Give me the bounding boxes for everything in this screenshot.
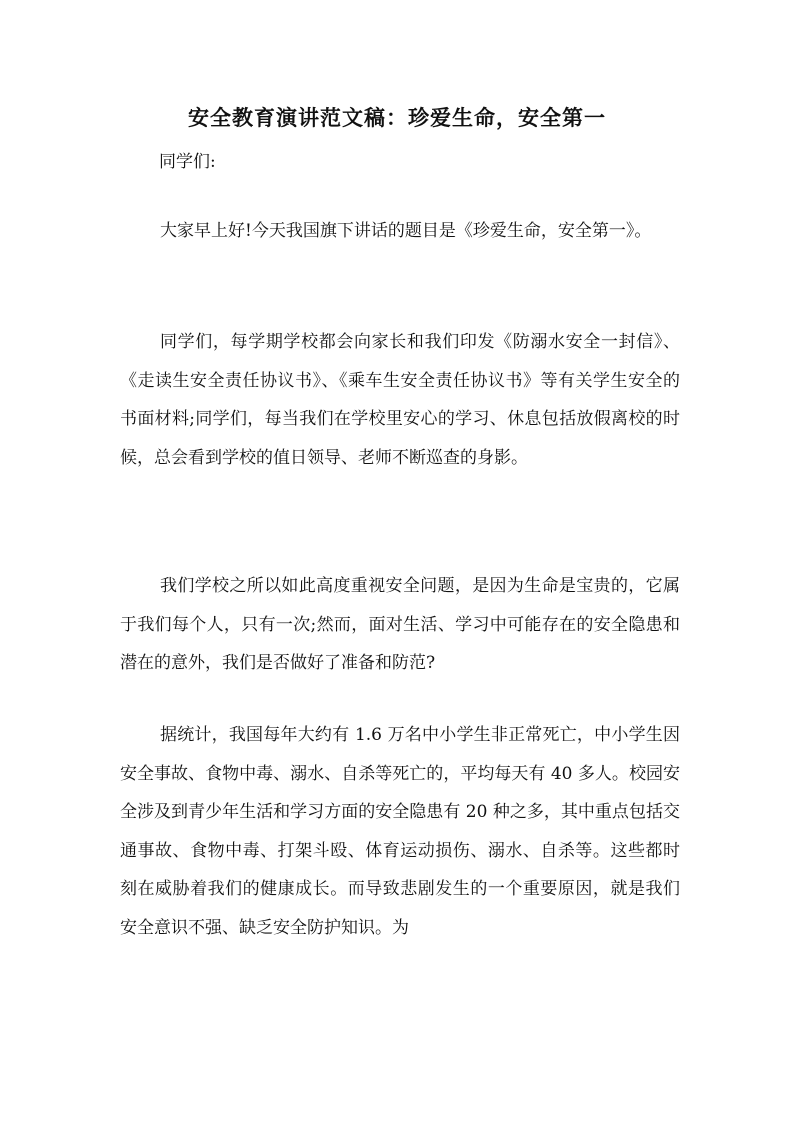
paragraph-school-materials: 同学们，每学期学校都会向家长和我们印发《防溺水安全一封信》、《走读生安全责任协议书》、《乘车生安全责任协议书》等有关学生安全的书面材料;同学们，每当我们在学校里安心的学习、休息包括放假离校的时候，总会看到学校的值日领导、老师不断巡查的身影。: [120, 332, 680, 468]
greeting: 同学们:: [159, 152, 216, 172]
paragraph-life-is-precious: 我们学校之所以如此高度重视安全问题，是因为生命是宝贵的，它属于我们每个人，只有一次;然而，面对生活、学习中可能存在的安全隐患和潜在的意外，我们是否做好了准备和防范?: [120, 576, 680, 673]
document-title: 安全教育演讲范文稿：珍爱生命，安全第一: [188, 105, 606, 130]
paragraph-statistics: 据统计，我国每年大约有 1.6 万名中小学生非正常死亡，中小学生因安全事故、食物中毒、溺水、自杀等死亡的，平均每天有 40 多人。校园安全涉及到青少年生活和学习方面的安全隐患有 20 种之多，其中重点包括交通事故、食物中毒、打架斗殴、体育运动损伤、溺水、自杀等。这些都时刻在威胁着我们的健康成长。而导致悲剧发生的一个重要原因，就是我们安全意识不强、缺乏安全防护知识。为: [120, 725, 680, 938]
paragraph-opening: 大家早上好!今天我国旗下讲话的题目是《珍爱生命，安全第一》。: [160, 221, 652, 241]
